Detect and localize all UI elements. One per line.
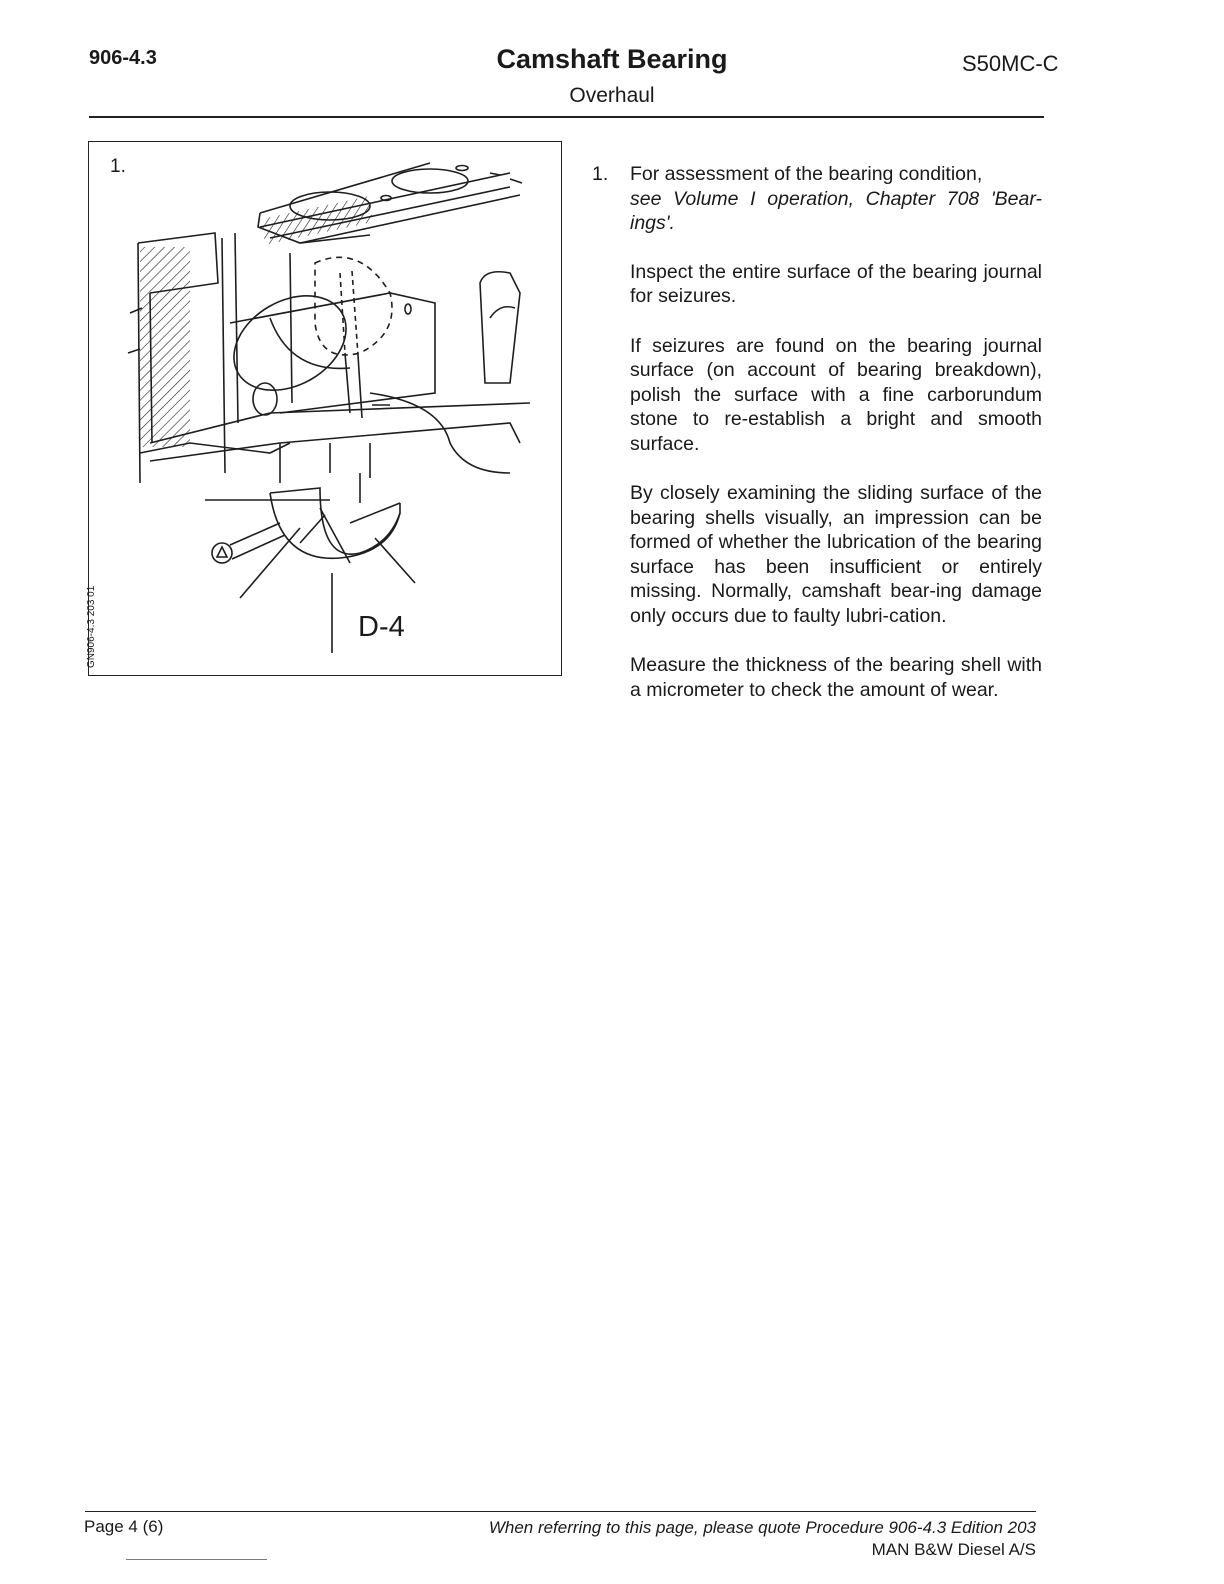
paragraph-measure: Measure the thickness of the bearing shell with a micrometer to check the amount of wear. — [630, 654, 1042, 701]
paragraph-polish: If seizures are found on the bearing journal surface (on account of bearing breakdown), polish the surface with a fine carborundum stone to re-establish a bright and smooth surface. — [630, 334, 1042, 455]
footer-stub-line — [126, 1559, 267, 1560]
paragraph-inspect: Inspect the entire surface of the bearing journal for seizures. — [630, 260, 1042, 307]
figure-code: GN906-4.3 203 01 — [86, 585, 97, 668]
figure-number: 1. — [110, 156, 126, 177]
step-body — [630, 162, 1042, 727]
document-number: 906-4.3 — [89, 47, 157, 69]
footer-note: When referring to this page, please quote Procedure 906-4.3 Edition 203 — [488, 1518, 1036, 1537]
instructions — [592, 162, 1042, 727]
paragraph-examine: By closely examining the sliding surface of the bearing shells visually, an impression can be formed of whether the lubrication of the bearing surface has been insufficient or entirely missing. Normally, camshaft bear-ing damage only occurs due to faulty lubri-cation. — [630, 482, 1042, 627]
step-intro — [630, 162, 1042, 236]
page-title: Camshaft Bearing — [496, 44, 728, 74]
page-subtitle: Overhaul — [569, 84, 655, 107]
header-divider — [89, 116, 1044, 118]
step-number: 1. — [592, 163, 609, 185]
intro-text: For assessment of the bearing condition, — [630, 163, 983, 185]
footer-divider — [85, 1511, 1036, 1512]
page-number: Page 4 (6) — [84, 1517, 164, 1536]
reference-text: see Volume I operation, Chapter 708 'Bear-ings'. — [630, 187, 1042, 234]
engine-model: S50MC-C — [962, 51, 1059, 76]
camshaft-bearing-drawing — [90, 143, 560, 674]
company-name: MAN B&W Diesel A/S — [871, 1540, 1036, 1559]
figure-label: D-4 — [358, 611, 405, 643]
step-1 — [592, 162, 1042, 727]
